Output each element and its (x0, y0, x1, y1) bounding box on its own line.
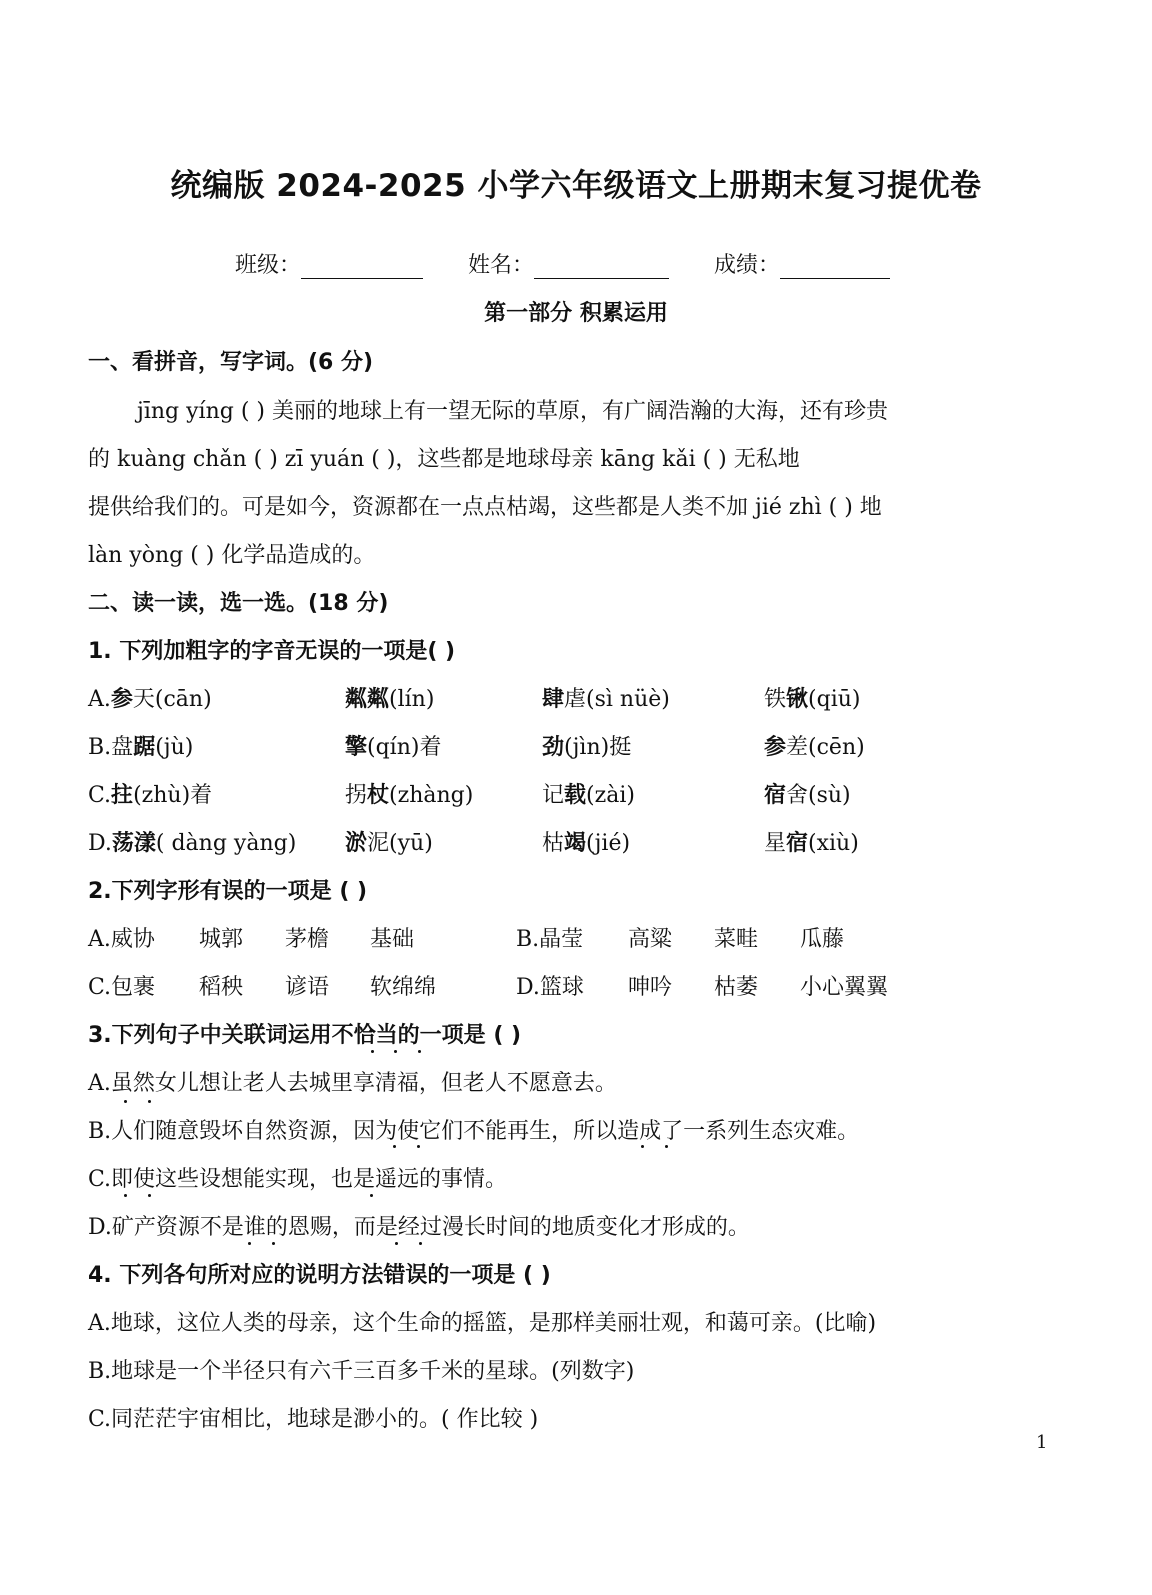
q3-option-d: D.矿产资源不是谁的恩赐，而是经过漫长时间的地质变化才形成的。 (88, 1215, 750, 1240)
q4-option-c: C.同茫茫宇宙相比，地球是渺小的。( 作比较 ) (88, 1407, 539, 1432)
emphasis-dot (148, 1194, 151, 1197)
emphasis-dot (148, 1100, 151, 1103)
q4-option-b: B.地球是一个半径只有六千三百多千米的星球。(列数字) (88, 1359, 635, 1384)
emphasis-dot (371, 1050, 374, 1053)
q1-b-3: 劲(jìn)挺 (542, 734, 632, 760)
q2-a-4: 基础 (370, 927, 415, 952)
q2-b-4: 瓜藤 (800, 927, 845, 952)
q3-stem: 3.下列句子中关联词运用不恰当的一项是 ( ) (88, 1023, 522, 1048)
emphasis-dot (395, 1242, 398, 1245)
q1-b-1: B.盘踞(jù) (88, 734, 194, 760)
q1-c-4: 宿舍(sù) (764, 782, 851, 808)
section2-heading: 二、读一读，选一选。(18 分) (88, 591, 389, 616)
q2-c-4: 软绵绵 (370, 975, 437, 1000)
score-field (714, 248, 890, 279)
name-blank[interactable] (534, 254, 669, 279)
q4-stem: 4. 下列各句所对应的说明方法错误的一项是 ( ) (88, 1263, 551, 1288)
section1-line-4: làn yòng ( ) 化学品造成的。 (88, 543, 376, 568)
q2-a-2: 城郭 (199, 927, 244, 952)
q2-d-1: D.篮球 (516, 975, 584, 1000)
class-blank[interactable] (301, 254, 423, 279)
q1-b-2: 擎(qín)着 (345, 734, 442, 760)
q2-a-3: 茅檐 (285, 927, 330, 952)
emphasis-dot (272, 1242, 275, 1245)
emphasis-dot (393, 1145, 396, 1148)
name-field (468, 248, 669, 279)
q2-d-3: 枯萎 (714, 975, 759, 1000)
q2-c-2: 稻秧 (199, 975, 244, 1000)
emphasis-dot (124, 1194, 127, 1197)
q2-d-2: 呻吟 (628, 975, 673, 1000)
q2-c-1: C.包裹 (88, 975, 156, 1000)
emphasis-dot (370, 1194, 373, 1197)
section1-line-3: 提供给我们的。可是如今，资源都在一点点枯竭，这些都是人类不加 jié zhì ( ) 地 (88, 495, 882, 520)
class-label: 班级： (235, 253, 302, 278)
q1-stem: 1. 下列加粗字的字音无误的一项是( ) (88, 639, 456, 664)
q3-option-c: C.即使这些设想能实现，也是遥远的事情。 (88, 1167, 508, 1192)
q1-d-2: 淤泥(yū) (345, 830, 433, 856)
section1-line-2: 的 kuàng chǎn ( ) zī yuán ( )，这些都是地球母亲 kāng kǎi ( ) 无私地 (88, 447, 800, 472)
q1-a-3: 肆虐(sì nüè) (542, 686, 670, 712)
q3-option-a: A.虽然女儿想让老人去城里享清福，但老人不愿意去。 (88, 1071, 617, 1096)
q3-option-b: B.人们随意毁坏自然资源，因为使它们不能再生，所以造成了一系列生态灾难。 (88, 1119, 860, 1144)
emphasis-dot (419, 1242, 422, 1245)
page-number: 1 (1036, 1432, 1048, 1453)
q2-b-3: 菜畦 (714, 927, 759, 952)
q1-d-1: D.荡漾( dàng yàng) (88, 830, 297, 856)
q1-d-4: 星宿(xiù) (764, 830, 859, 856)
emphasis-dot (124, 1100, 127, 1103)
emphasis-dot (641, 1145, 644, 1148)
section1-heading: 一、看拼音，写字词。(6 分) (88, 350, 374, 375)
q2-c-3: 谚语 (285, 975, 330, 1000)
part-title: 第一部分 积累运用 (484, 301, 668, 326)
class-field (235, 248, 423, 279)
q1-c-1: C.拄(zhù)着 (88, 782, 213, 808)
emphasis-dot (417, 1145, 420, 1148)
q2-d-4: 小心翼翼 (800, 975, 889, 1000)
q2-b-1: B.晶莹 (516, 927, 584, 952)
q2-a-1: A.威协 (88, 927, 155, 952)
q2-stem: 2.下列字形有误的一项是 ( ) (88, 879, 368, 904)
q1-a-2: 粼粼(lín) (345, 686, 435, 712)
q2-b-2: 高粱 (628, 927, 673, 952)
q1-b-4: 参差(cēn) (764, 734, 865, 760)
q1-a-1: A.参天(cān) (88, 686, 212, 712)
emphasis-dot (248, 1242, 251, 1245)
q1-c-3: 记载(zài) (542, 782, 635, 808)
page-title: 统编版 2024-2025 小学六年级语文上册期末复习提优卷 (170, 168, 982, 204)
emphasis-dot (418, 1050, 421, 1053)
q4-option-a: A.地球，这位人类的母亲，这个生命的摇篮，是那样美丽壮观，和蔼可亲。(比喻) (88, 1311, 877, 1336)
emphasis-dot (665, 1145, 668, 1148)
name-label: 姓名： (468, 253, 535, 278)
emphasis-dot (394, 1050, 397, 1053)
q1-a-4: 铁锹(qiū) (764, 686, 861, 712)
score-label: 成绩： (714, 253, 781, 278)
q1-d-3: 枯竭(jié) (542, 830, 631, 856)
section1-line-1: jīng yíng ( ) 美丽的地球上有一望无际的草原，有广阔浩瀚的大海，还有珍贵 (137, 399, 888, 424)
score-blank[interactable] (780, 254, 890, 279)
q1-c-2: 拐杖(zhàng) (345, 782, 474, 808)
